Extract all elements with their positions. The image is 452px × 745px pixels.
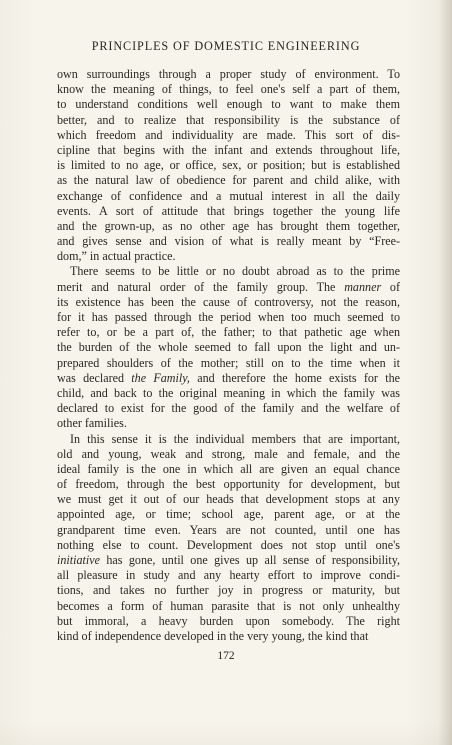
text-line: know the meaning of things, to feel one's self a part of them, — [57, 82, 400, 97]
text-line: and the grown-up, as no other age has brought them together, — [57, 218, 400, 233]
text-line: which freedom and individuality are made. This sort of dis- — [57, 127, 400, 142]
text-line: and gives sense and vision of what is really meant by “Free- — [57, 234, 400, 249]
body-text — [57, 67, 400, 644]
paragraph — [57, 67, 400, 264]
text-line: tions, and takes no further joy in progress or maturity, but — [57, 583, 400, 598]
text-line: merit and natural order of the family group. The manner of — [57, 279, 400, 294]
text-line: old and young, weak and strong, male and female, and the — [57, 446, 400, 461]
text-line: but immoral, a heavy burden upon somebody. The right — [57, 613, 400, 628]
text-line: of freedom, through the best opportunity for development, but — [57, 477, 400, 492]
text-line: the burden of the whole seemed to fall upon the light and un- — [57, 340, 400, 355]
text-line: exchange of confidence and a mutual interest in all the daily — [57, 188, 400, 203]
text-line: all pleasure in study and any hearty effort to improve condi- — [57, 568, 400, 583]
text-line: There seems to be little or no doubt abroad as to the prime — [70, 264, 400, 279]
text-line: better, and to realize that responsibility is the substance of — [57, 112, 400, 127]
text-line: we must get it out of our heads that development stops at any — [57, 492, 400, 507]
text-line: dom,” in actual practice. — [57, 249, 176, 264]
text-line: was declared the Family, and therefore the home exists for the — [57, 370, 400, 385]
running-head: PRINCIPLES OF DOMESTIC ENGINEERING — [91, 39, 361, 53]
text-line: other families. — [57, 416, 127, 431]
text-line: prepared shoulders of the mother; still on to the time when it — [57, 355, 400, 370]
paragraph — [57, 264, 400, 431]
text-line: own surroundings through a proper study of environment. To — [57, 67, 400, 81]
page-edge-shadow — [438, 0, 452, 745]
text-line: appointed age, or time; school age, parent age, or at the — [57, 507, 400, 522]
text-line: grandparent time even. Years are not counted, until one has — [57, 522, 400, 537]
text-line: its existence has been the cause of controversy, not the reason, — [57, 294, 400, 309]
text-line: refer to, or be a part of, the father; to that pathetic age when — [57, 325, 400, 340]
text-line: nothing else to count. Development does not stop until one's — [57, 537, 400, 552]
text-line: as the natural law of obedience for parent and child alike, with — [57, 173, 400, 188]
text-line: kind of independence developed in the very young, the kind that — [57, 628, 369, 643]
paragraph — [57, 432, 400, 645]
text-line: ideal family is the one in which all are given an equal chance — [57, 461, 400, 476]
text-line: In this sense it is the individual members that are important, — [70, 431, 400, 446]
text-line: initiative has gone, until one gives up all sense of responsibility, — [57, 553, 400, 567]
text-line: for it has passed through the period when too much seemed to — [57, 310, 400, 324]
text-line: events. A sort of attitude that brings together the young life — [57, 203, 400, 218]
page-bottom-margin — [0, 721, 452, 745]
text-line: to understand conditions well enough to want to make them — [57, 97, 400, 112]
text-line: declared to exist for the good of the family and the welfare of — [57, 401, 400, 416]
text-line: cipline that begins with the infant and extends throughout life, — [57, 142, 400, 157]
text-line: becomes a form of human parasite that is not only unhealthy — [57, 598, 400, 613]
text-line: child, and back to the original meaning in which the family was — [57, 385, 400, 400]
text-line: is limited to no age, or office, sex, or position; but is established — [57, 158, 400, 173]
page-number: 172 — [217, 650, 235, 662]
